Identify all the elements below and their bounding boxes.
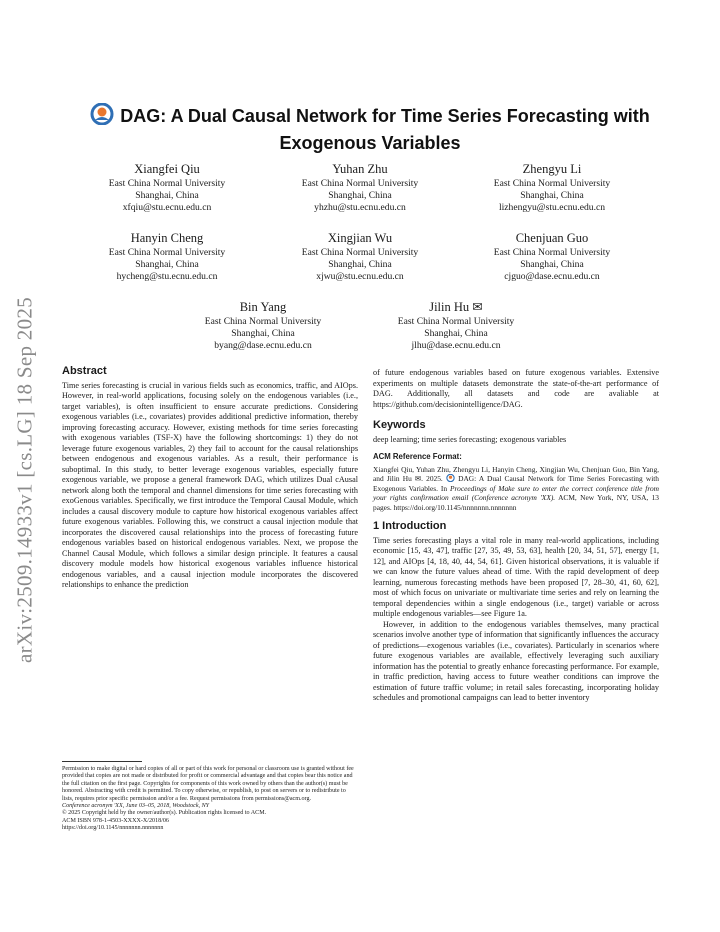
right-column (373, 368, 659, 704)
author-block (452, 161, 652, 214)
author-name: Hanyin Cheng (130, 231, 204, 245)
acm-reference-title: DAG: A Dual Causal Network for Time Series Forecasting with Exogenous Variables. In (373, 474, 659, 493)
introduction-heading: 1 Introduction (373, 520, 447, 533)
author-block (67, 161, 267, 214)
abstract-section (62, 366, 358, 591)
author-location: Shanghai, China (328, 190, 392, 201)
author-name: Jilin Hu ✉ (429, 300, 483, 314)
author-block (163, 299, 363, 352)
arxiv-identifier: arXiv:2509.14933v1 [cs.LG] 18 Sep 2025 (12, 296, 37, 664)
copyright-footnote (62, 766, 358, 833)
isbn: ACM ISBN 978-1-4503-XXXX-X/2018/06 (62, 817, 169, 824)
author-affiliation: East China Normal University (108, 178, 226, 189)
abstract-text: Time series forecasting is crucial in various fields such as economics, traffic, and AIOps. However, in real-world applications, focusing solely on the endogenous variables (i.e., target variables), is often insufficient to ensure accurate predictions. Considering exogenous variables (i.e., covariates) provides additional predictive information, thereby improving forecasting accuracy. However, existing methods for time series forecasting with exogenous variables (TSF-X) have the following shortcomings: 1) they do not leverage future exogenous variables, 2) they fail to account for the causal relationships between endogenous and exogenous variables. As a result, their performance is suboptimal. In this study, to better leverage exogenous variables, especially future exogenous variable, we propose a general framework DAG, which utilizes Dual cAusal network along both the temporal and channel dimensions for time series forecasting with exoGenous variables. Specifically, we first introduce the Temporal Causal Module, which includes a causal discovery module to capture how historical exogenous variables affect future exogenous variables. Following this, we construct a causal injection module that incorporates the discovered causal relationships into the process of forecasting future endogenous variables based on historical endogenous variables. Next, we propose the Channel Causal Module, which follows a similar design principle. It features a causal discovery module models how historical exogenous variables influence historical endogenous variables, and a causal injection module incorporates the discovered relationships to enhance the prediction (62, 380, 358, 589)
intro-paragraph-2: However, in addition to the endogenous variables themselves, many practical scenarios involve another type of information that significantly influences the accuracy of predictions—exogenous variables (i.e., covariates). Particularly in scenarios where future exogenous variables are available, effectively leveraging such auxiliary information has the potential to greatly enhance forecasting performance. For example, in traffic prediction, having access to future weather conditions can improve the estimation of future traffic volume; in retail sales forecasting, incorporating holiday schedules and promotional campaigns can lead to better inventory (373, 619, 659, 703)
intro-paragraph-1: Time series forecasting plays a vital role in many real-world applications, including economic [15, 43, 47], traffic [27, 35, 49, 53, 63], health [20, 34, 51, 57], energy [1, 12], and AIOps [4, 18, 40, 44, 54, 61]. Given historical observations, it is valuable if we can know the future values ahead of time. With the rapid development of deep learning, numerous forecasting methods have been proposed [7, 28–30, 41, 60, 62], most of which focus on univariate or multivariate time series and rely on learning the temporal dependencies within a single endogenous (i.e., target) variable or across multiple endogenous variables—see Figure 1a. (373, 535, 659, 619)
dag-logo-icon (90, 103, 114, 131)
author-email: byang@dase.ecnu.edu.cn (214, 340, 312, 351)
doi-link[interactable]: https://doi.org/10.1145/nnnnnnn.nnnnnnn (62, 825, 164, 832)
author-location: Shanghai, China (328, 259, 392, 270)
author-name: Xingjian Wu (327, 231, 393, 245)
copyright-notice: © 2025 Copyright held by the owner/author(s). Publication rights licensed to ACM. (62, 810, 267, 817)
abstract-heading: Abstract (62, 365, 107, 377)
author-location: Shanghai, China (520, 259, 584, 270)
acm-reference-heading: ACM Reference Format: (373, 452, 462, 461)
author-affiliation: East China Normal University (493, 247, 611, 258)
author-email: xjwu@stu.ecnu.edu.cn (316, 271, 404, 282)
author-email: jlhu@dase.ecnu.edu.cn (411, 340, 501, 351)
author-block (452, 230, 652, 283)
permission-notice: Permission to make digital or hard copies of all or part of this work for personal or classroom use is granted without fee provided that copies are not made or distributed for profit or commercial advantage and that copies bear this notice and the full citation on the first page. Copyrights for components of this work owned by others than the author(s) must be honored. Abstracting with credit is permitted. To copy otherwise, or republish, to post on servers or to redistribute to lists, requires prior specific permission and/or a fee. Request permissions from permissions@acm.org. (62, 766, 354, 802)
author-affiliation: East China Normal University (204, 316, 322, 327)
keywords-text: deep learning; time series forecasting; exogenous variables (373, 434, 567, 444)
author-name: Yuhan Zhu (332, 162, 388, 176)
keywords-heading: Keywords (373, 419, 426, 431)
author-block (356, 299, 556, 352)
footnote-rule (62, 761, 142, 762)
conference-info: Conference acronym 'XX, June 03–05, 2018, Woodstock, NY (62, 803, 210, 810)
author-affiliation: East China Normal University (301, 178, 419, 189)
author-affiliation: East China Normal University (301, 247, 419, 258)
author-email: lizhengyu@stu.ecnu.edu.cn (498, 202, 606, 213)
acm-reference-text (373, 465, 659, 513)
acm-reference-authors: Xiangfei Qiu, Yuhan Zhu, Zhengyu Li, Hanyin Cheng, Xingjian Wu, Chenjuan Guo, Bin Yang, and Jilin Hu ✉. 2025. (373, 464, 659, 484)
author-name: Xiangfei Qiu (134, 162, 200, 176)
author-block (260, 230, 460, 283)
dag-inline-logo-icon (446, 474, 458, 483)
author-affiliation: East China Normal University (397, 316, 515, 327)
author-location: Shanghai, China (231, 328, 295, 339)
author-location: Shanghai, China (424, 328, 488, 339)
author-name: Chenjuan Guo (515, 231, 589, 245)
acm-reference-venue: Proceedings of Make sure to enter the correct conference title from your rights confirmation email (Conference acronym 'XX). (373, 483, 659, 503)
author-email: xfqiu@stu.ecnu.edu.cn (122, 202, 212, 213)
author-name: Zhengyu Li (522, 162, 582, 176)
author-affiliation: East China Normal University (108, 247, 226, 258)
arxiv-sidebar-stamp (10, 260, 40, 700)
author-email: hycheng@stu.ecnu.edu.cn (116, 271, 218, 282)
author-location: Shanghai, China (135, 190, 199, 201)
author-name: Bin Yang (239, 300, 287, 314)
author-block (260, 161, 460, 214)
author-location: Shanghai, China (135, 259, 199, 270)
author-email: yhzhu@stu.ecnu.edu.cn (314, 202, 406, 213)
title-line-1: DAG: A Dual Causal Network for Time Series Forecasting with (120, 106, 650, 126)
author-email: cjguo@dase.ecnu.edu.cn (504, 271, 600, 282)
abstract-continuation: of future endogenous variables based on future exogenous variables. Extensive experiments on multiple datasets demonstrate the state-of-the-art performance of DAG. Additionally, all datasets and code are avaliable at https://github.com/decisionintelligence/DAG. (373, 368, 659, 409)
paper-title (60, 103, 680, 155)
author-location: Shanghai, China (520, 190, 584, 201)
author-block (67, 230, 267, 283)
acm-reference-publisher: ACM, New York, NY, USA, 13 pages. https://doi.org/10.1145/nnnnnnn.nnnnnnn (373, 493, 660, 512)
author-affiliation: East China Normal University (493, 178, 611, 189)
title-line-2: Exogenous Variables (279, 133, 461, 153)
